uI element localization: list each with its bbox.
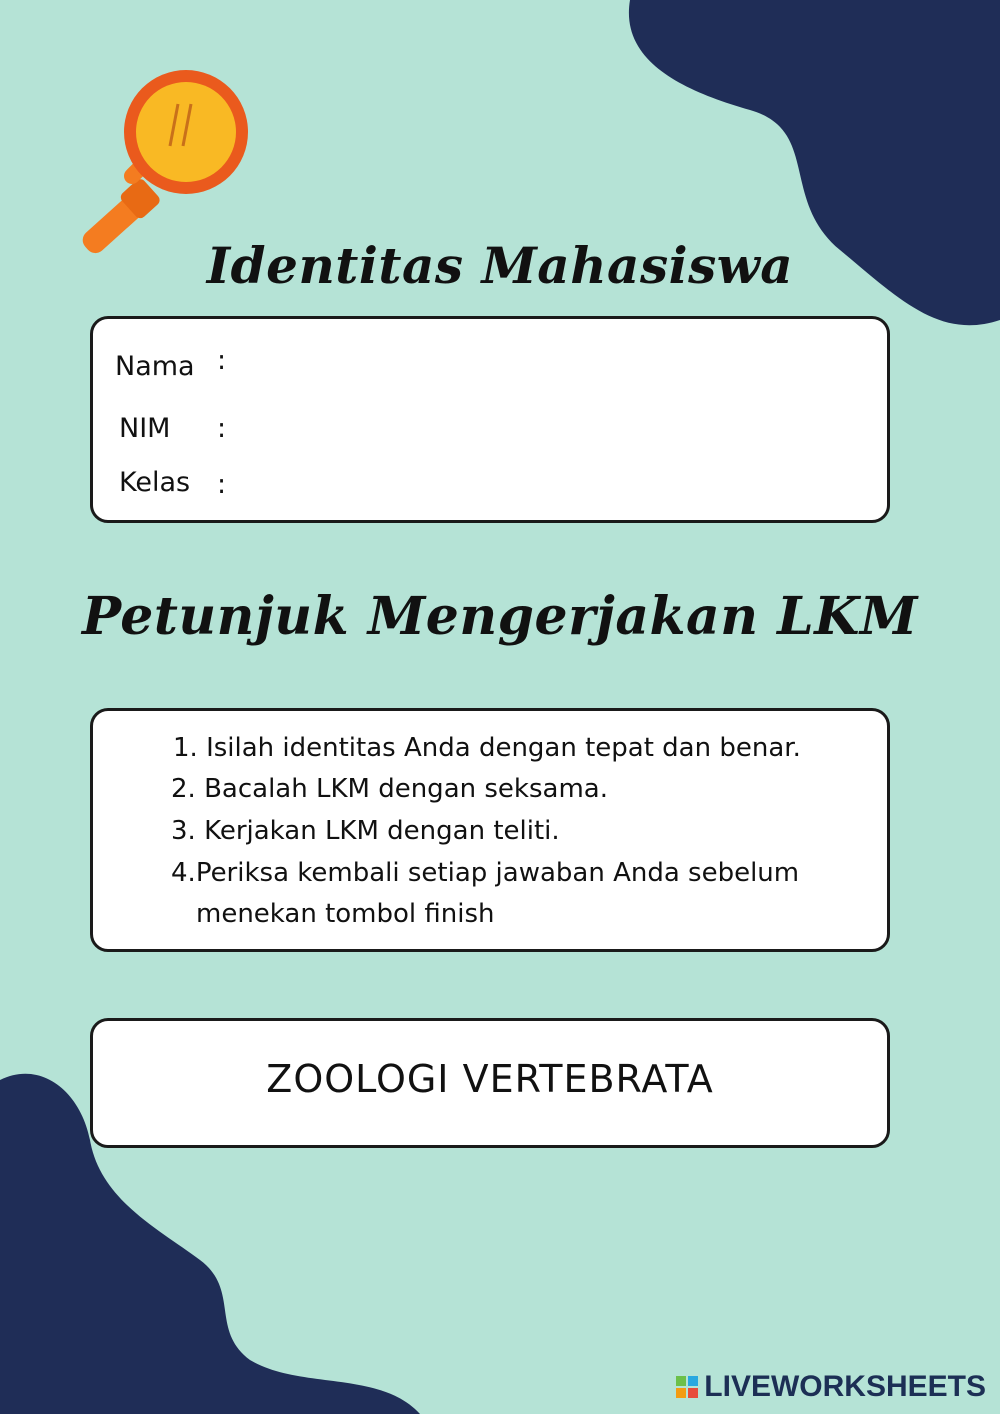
field-label-nim: NIM [119, 413, 171, 444]
field-label-nama: Nama [115, 351, 195, 382]
list-item-number: 1. [173, 733, 198, 763]
subject-card [90, 1018, 890, 1148]
list-item-continuation [196, 899, 495, 929]
list-item [173, 733, 801, 763]
identity-card [90, 316, 890, 523]
field-colon-kelas: : [217, 469, 227, 500]
list-item-text: Bacalah LKM dengan seksama. [204, 774, 608, 804]
list-item [171, 816, 560, 846]
list-item-text: Periksa kembali setiap jawaban Anda sebelum [195, 858, 800, 888]
list-item-text: menekan tombol finish [196, 899, 495, 929]
brand-text: LIVEWORKSHEETS [704, 1370, 986, 1403]
field-colon-nim: : [217, 413, 227, 444]
list-item [171, 858, 799, 888]
liveworksheets-brand[interactable] [676, 1370, 986, 1404]
list-item-number: 4. [171, 858, 196, 888]
list-item [171, 774, 608, 804]
field-label-kelas: Kelas [119, 467, 191, 498]
list-item-text: Isilah identitas Anda dengan tepat dan benar. [206, 733, 801, 763]
field-colon-nama: : [217, 345, 227, 376]
instructions-heading: Petunjuk Mengerjakan LKM [82, 586, 918, 647]
identity-heading: Identitas Mahasiswa [206, 236, 794, 295]
list-item-text: Kerjakan LKM dengan teliti. [204, 816, 560, 846]
liveworksheets-logo-icon [676, 1376, 698, 1398]
list-item-number: 3. [171, 816, 196, 846]
subject-title: ZOOLOGI VERTEBRATA [266, 1057, 714, 1101]
instructions-card [90, 708, 890, 952]
list-item-number: 2. [171, 774, 196, 804]
